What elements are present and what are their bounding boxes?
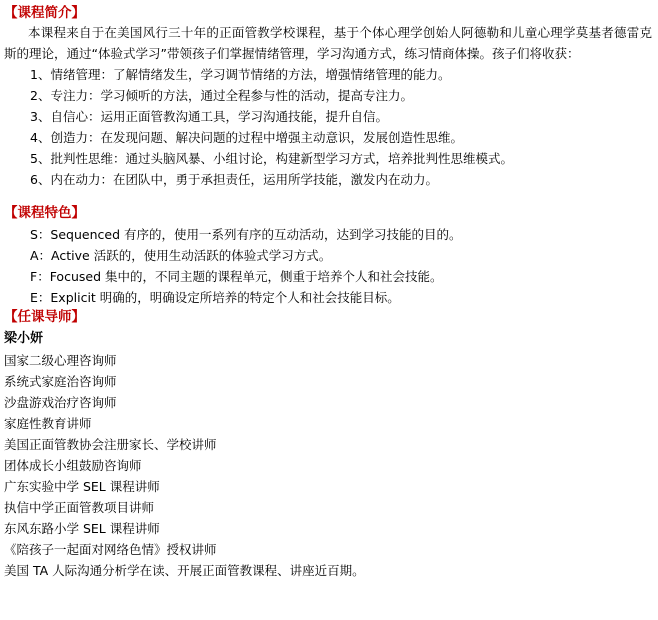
list-item: 东风东路小学 SEL 课程讲师: [4, 521, 160, 536]
list-item: 《陪孩子一起面对网络色情》授权讲师: [4, 542, 217, 557]
course-features-title: 【课程特色】: [4, 205, 85, 221]
list-item: E：Explicit 明确的，明确设定所培养的特定个人和社会技能目标。: [30, 290, 400, 305]
section-spacer: [4, 190, 654, 204]
list-item: 6、内在动力：在团队中，勇于承担责任，运用所学技能，激发内在动力。: [30, 172, 438, 187]
list-item: 国家二级心理咨询师: [4, 353, 117, 368]
instructor-name: 梁小妍: [4, 331, 44, 346]
list-item: F：Focused 集中的，不同主题的课程单元，侧重于培养个人和社会技能。: [30, 269, 443, 284]
list-item: 2、专注力：学习倾听的方法，通过全程参与性的活动，提高专注力。: [30, 88, 413, 103]
list-item: A：Active 活跃的，使用生动活跃的体验式学习方式。: [30, 248, 332, 263]
list-item: 3、自信心：运用正面管教沟通工具，学习沟通技能，提升自信。: [30, 109, 388, 124]
list-item: 5、批判性思维：通过头脑风暴、小组讨论，构建新型学习方式，培养批判性思维模式。: [30, 151, 513, 166]
course-features-list: [4, 224, 654, 308]
list-item: 执信中学正面管教项目讲师: [4, 500, 155, 515]
list-item: 广东实验中学 SEL 课程讲师: [4, 479, 160, 494]
instructor-title: 【任课导师】: [4, 309, 85, 325]
list-item: 团体成长小组鼓励咨询师: [4, 458, 142, 473]
list-item: 美国 TA 人际沟通分析学在读、开展正面管教课程、讲座近百期。: [4, 563, 365, 578]
course-intro-list: [4, 64, 654, 190]
instructor-credentials-list: [4, 350, 654, 581]
course-intro-title: 【课程简介】: [4, 5, 85, 21]
list-item: 沙盘游戏治疗咨询师: [4, 395, 117, 410]
list-item: 美国正面管教协会注册家长、学校讲师: [4, 437, 217, 452]
course-intro-paragraph: 本课程来自于在美国风行三十年的正面管教学校课程，基于个体心理学创始人阿德勒和儿童心理学莫基者德雷克斯的理论，通过“体验式学习”带领孩子们掌握情绪管理，学习沟通方式，练习情商体操。孩子们将收获：: [4, 25, 652, 61]
course-document: [4, 4, 654, 581]
list-item: S：Sequenced 有序的，使用一系列有序的互动活动，达到学习技能的目的。: [30, 227, 462, 242]
list-item: 系统式家庭治咨询师: [4, 374, 117, 389]
list-item: 4、创造力：在发现问题、解决问题的过程中增强主动意识，发展创造性思维。: [30, 130, 463, 145]
list-item: 1、情绪管理：了解情绪发生，学习调节情绪的方法，增强情绪管理的能力。: [30, 67, 451, 82]
list-item: 家庭性教育讲师: [4, 416, 92, 431]
